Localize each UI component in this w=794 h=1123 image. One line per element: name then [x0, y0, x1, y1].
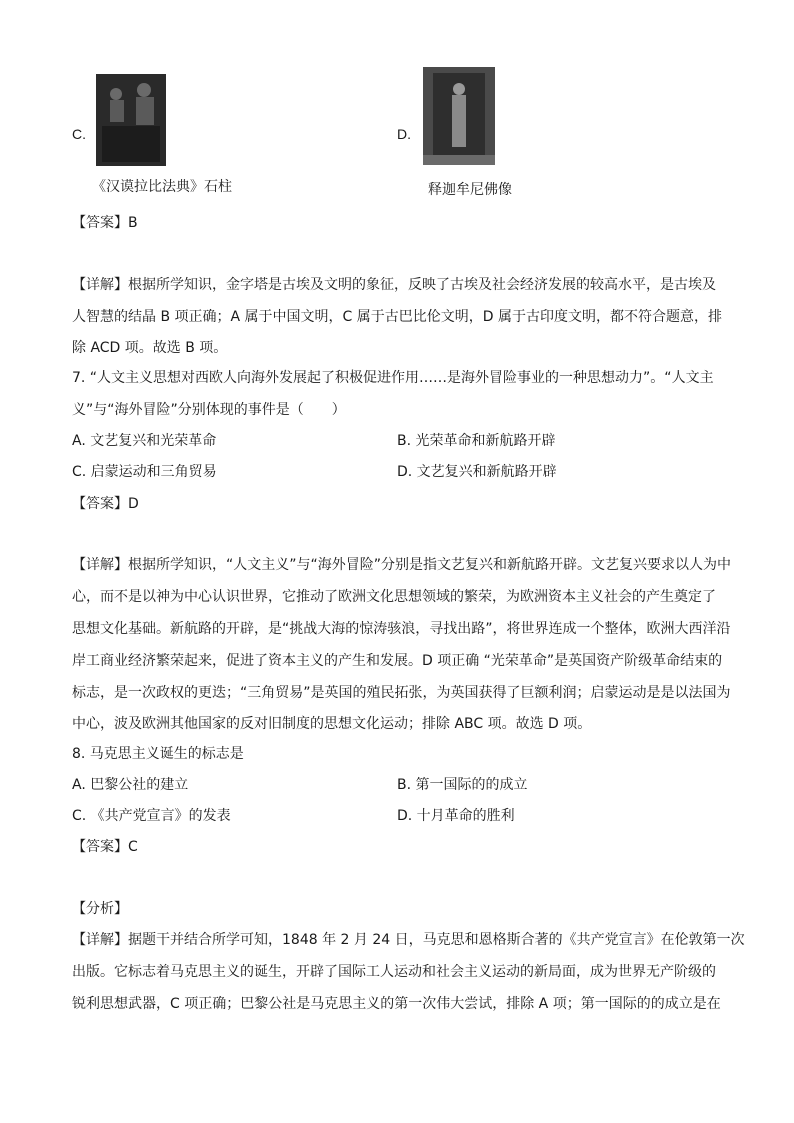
q8-option-c: C. 《共产党宣言》的发表 [72, 808, 231, 824]
q7-detail-line-2: 心，而不是以神为中心认识世界，它推动了欧洲文化思想领域的繁荣，为欧洲资本主义社会的产生奠定了 [72, 589, 716, 605]
q7-detail-line-4: 岸工商业经济繁荣起来，促进了资本主义的产生和发展。D 项正确 “光荣革命”是英国资产阶级革命结束的 [72, 653, 723, 669]
q7-option-b: B. 光荣革命和新航路开辟 [397, 433, 556, 449]
q7-stem-line-2: 义”与“海外冒险”分别体现的事件是（ ） [72, 402, 346, 418]
q6-detail-line-2: 人智慧的结晶 B 项正确；A 属于中国文明，C 属于古巴比伦文明，D 属于古印度文明，都不符合题意，排 [72, 309, 722, 325]
q8-detail-line-3: 锐利思想武器，C 项正确；巴黎公社是马克思主义的第一次伟大尝试，排除 A 项；第一国际的的成立是在 [72, 996, 721, 1012]
q7-option-a: A. 文艺复兴和光荣革命 [72, 433, 217, 449]
q7-answer: 【答案】D [72, 496, 139, 512]
q8-detail-line-1: 【详解】据题干并结合所学可知，1848 年 2 月 24 日，马克思和恩格斯合著的《共产党宣言》在伦敦第一次 [72, 932, 745, 948]
q8-stem: 8. 马克思主义诞生的标志是 [72, 746, 244, 762]
q7-detail-line-1: 【详解】根据所学知识，“人文主义”与“海外冒险”分别是指文艺复兴和新航路开辟。文艺复兴要求以人为中 [72, 557, 732, 573]
q7-option-d: D. 文艺复兴和新航路开辟 [397, 464, 557, 480]
stele-figure-icon [96, 74, 166, 166]
q7-detail-line-5: 标志，是一次政权的更迭；“三角贸易”是英国的殖民拓张，为英国获得了巨额利润；启蒙运动是是以法国为 [72, 685, 731, 701]
q8-option-d: D. 十月革命的胜利 [397, 808, 515, 824]
q7-option-c: C. 启蒙运动和三角贸易 [72, 464, 217, 480]
caption-hammurabi: 《汉谟拉比法典》石柱 [92, 179, 232, 195]
caption-buddha: 释迦牟尼佛像 [428, 182, 512, 198]
q7-detail-line-3: 思想文化基础。新航路的开辟，是“挑战大海的惊涛骇浪，寻找出路”，将世界连成一个整体，欧洲大西洋沿 [72, 621, 731, 637]
q6-detail-line-1: 【详解】根据所学知识，金字塔是古埃及文明的象征，反映了古埃及社会经济发展的较高水平，是古埃及 [72, 277, 716, 293]
hammurabi-stele-image [96, 74, 166, 166]
q8-answer: 【答案】C [72, 839, 138, 855]
q8-option-b: B. 第一国际的的成立 [397, 777, 528, 793]
buddha-statue-image [423, 67, 495, 165]
q8-option-a: A. 巴黎公社的建立 [72, 777, 189, 793]
q8-detail-line-2: 出版。它标志着马克思主义的诞生，开辟了国际工人运动和社会主义运动的新局面，成为世界无产阶级的 [72, 964, 716, 980]
q7-detail-line-6: 中心，波及欧洲其他国家的反对旧制度的思想文化运动；排除 ABC 项。故选 D 项。 [72, 716, 592, 732]
q7-stem-line-1: 7. “人文主义思想对西欧人向海外发展起了积极促进作用……是海外冒险事业的一种思想动力”。“人文主 [72, 370, 714, 386]
option-d-label: D. [397, 126, 411, 142]
buddha-figure-icon [423, 67, 495, 165]
q6-answer: 【答案】B [72, 215, 138, 231]
option-c-label: C. [72, 126, 86, 142]
q6-detail-line-3: 除 ACD 项。故选 B 项。 [72, 340, 228, 356]
q8-analysis: 【分析】 [72, 901, 128, 917]
